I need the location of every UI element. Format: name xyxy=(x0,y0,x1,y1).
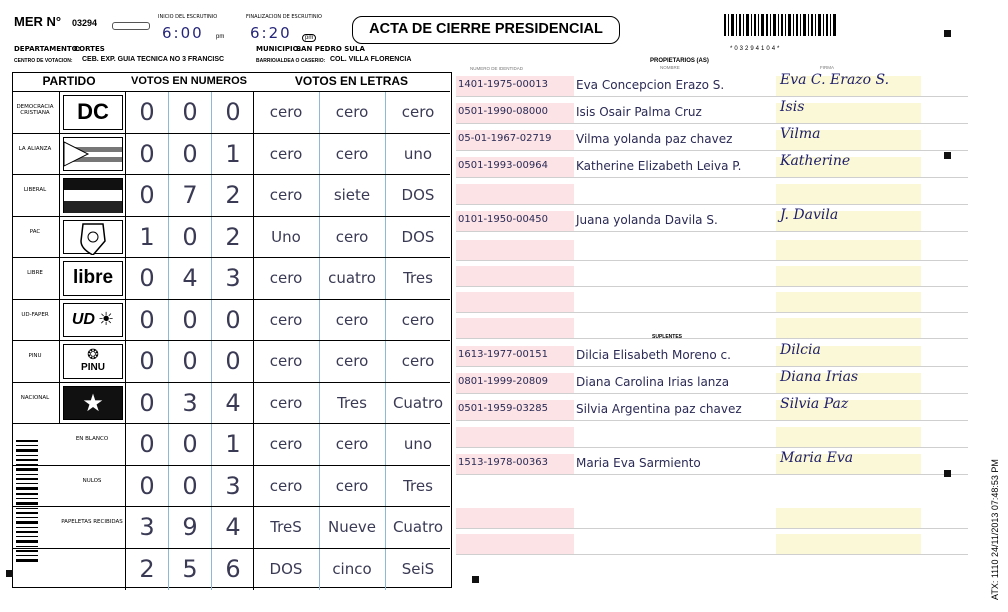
member-signature: Diana Irias xyxy=(780,369,859,385)
party-row xyxy=(13,216,450,259)
vote-digit: 1 xyxy=(139,222,155,251)
member-id: 0501-1993-00964 xyxy=(458,160,548,171)
barcode xyxy=(724,14,844,42)
party-row xyxy=(13,174,450,217)
summary-row xyxy=(13,423,450,466)
logo-text: UD xyxy=(71,310,95,328)
barcode-text: *03294104* xyxy=(730,46,782,52)
pinu-emblem-icon: ❂ xyxy=(87,346,99,362)
vote-word: Cuatro xyxy=(392,393,444,412)
vote-digit: 4 xyxy=(225,513,241,541)
empty-member-row xyxy=(456,318,956,338)
col-header-numeros: VOTOS EN NUMEROS xyxy=(131,75,247,87)
vote-digit: 6 xyxy=(225,554,241,583)
vote-digit: 0 xyxy=(139,471,155,500)
vote-digit: 3 xyxy=(225,264,241,292)
vote-digit: 0 xyxy=(182,430,198,458)
member-signature: Maria Eva xyxy=(780,450,854,466)
member-signature: J. Davila xyxy=(780,207,839,223)
vote-word: cero xyxy=(269,435,303,453)
vote-word: cero xyxy=(269,310,303,329)
party-logo xyxy=(63,95,123,130)
vote-digit: 1 xyxy=(225,430,241,458)
member-name: Eva Concepcion Erazo S. xyxy=(576,78,725,92)
vote-digit: 0 xyxy=(225,305,241,334)
vote-word: cero xyxy=(401,310,435,329)
vote-word: cero xyxy=(269,144,303,163)
inicio-label: INICIO DEL ESCRUTINIO xyxy=(158,14,218,20)
final-ampm: pm xyxy=(302,34,316,42)
member-signature: Silvia Paz xyxy=(780,396,849,412)
final-label: FINALIZACION DE ESCRUTINIO xyxy=(246,14,322,20)
vote-digit: 2 xyxy=(225,181,241,209)
party-row xyxy=(13,299,450,342)
centro-value: CEB. EXP. GUIA TECNICA NO 3 FRANCISC xyxy=(82,56,225,63)
vote-word: cero xyxy=(335,352,369,370)
member-name: Dilcia Elisabeth Moreno c. xyxy=(576,348,731,362)
logo-text: PINU xyxy=(81,362,105,373)
cne-logo xyxy=(112,22,150,30)
row-label: DEMOCRACIA CRISTIANA xyxy=(16,104,54,116)
vote-word: siete xyxy=(333,186,371,204)
vote-digit: 0 xyxy=(139,139,155,168)
vote-word: cero xyxy=(269,393,303,412)
party-row xyxy=(13,340,450,383)
vote-word: cero xyxy=(335,227,369,246)
vote-word: Uno xyxy=(271,227,301,246)
row-label: UD-FAPER xyxy=(21,311,49,318)
vote-digit: 0 xyxy=(182,305,198,334)
row-label: LIBERAL xyxy=(23,187,47,193)
pac-shield-icon xyxy=(64,221,122,255)
vote-word: uno xyxy=(403,144,433,163)
member-name: Silvia Argentina paz chavez xyxy=(576,402,742,416)
member-row xyxy=(456,450,956,474)
party-logo xyxy=(63,137,123,172)
member-signature: Isis xyxy=(780,99,805,115)
party-row xyxy=(13,133,450,176)
member-id: 1513-1978-00363 xyxy=(458,457,548,468)
vote-word: DOS xyxy=(269,559,303,578)
vote-word: cero xyxy=(335,103,369,121)
member-name: Juana yolanda Davila S. xyxy=(576,213,718,227)
centro-label: CENTRO DE VOTACION: xyxy=(14,58,73,64)
party-row xyxy=(13,91,450,134)
col-header-partido: PARTIDO xyxy=(42,74,96,88)
logo-text: DC xyxy=(77,99,109,124)
vote-digit: 0 xyxy=(182,471,198,500)
final-time: 6:20 xyxy=(250,24,292,42)
party-logo xyxy=(63,386,123,421)
barrio-value: COL. VILLA FLORENCIA xyxy=(330,56,412,63)
vote-word: cero xyxy=(269,269,303,287)
member-id: 05-01-1967-02719 xyxy=(458,133,552,144)
registration-mark xyxy=(944,30,951,37)
vote-word: Tres xyxy=(337,393,367,412)
registration-mark xyxy=(6,570,13,577)
vote-digit: 0 xyxy=(139,98,155,126)
member-row xyxy=(456,396,956,420)
col-header-letras: VOTOS EN LETRAS xyxy=(294,74,409,88)
vote-word: Tres xyxy=(403,476,433,495)
vote-word: cero xyxy=(269,103,303,121)
member-signature: Vilma xyxy=(780,126,821,142)
vote-word: cero xyxy=(401,103,435,121)
vote-digit: 0 xyxy=(182,222,198,251)
member-id: 1401-1975-00013 xyxy=(458,79,548,90)
party-logo xyxy=(63,220,123,255)
member-id: 0501-1990-08000 xyxy=(458,106,548,117)
member-name: Maria Eva Sarmiento xyxy=(576,456,701,470)
member-name: Katherine Elizabeth Leiva P. xyxy=(576,159,742,173)
scan-timestamp: ATX: 1110 24/11/2013 07:48:53 PM xyxy=(990,459,1000,600)
vote-word: TreS xyxy=(270,518,302,536)
vote-word: DOS xyxy=(401,227,435,246)
logo-text: libre xyxy=(72,267,114,288)
row-label: NULOS xyxy=(82,477,102,484)
vote-word: uno xyxy=(403,435,433,453)
member-id: 1613-1977-00151 xyxy=(458,349,548,360)
member-row xyxy=(456,184,956,204)
vote-digit: 3 xyxy=(225,471,241,500)
suplentes-title: SUPLENTES xyxy=(652,334,683,340)
col-header-nombre: NOMBRE xyxy=(660,65,680,70)
vote-digit: 3 xyxy=(182,388,198,417)
member-id: 0501-1959-03285 xyxy=(458,403,548,414)
vote-digit: 7 xyxy=(182,181,198,209)
empty-member-row xyxy=(456,508,956,528)
vote-digit: 1 xyxy=(225,139,241,168)
member-row xyxy=(456,153,956,177)
row-label: PAC xyxy=(29,228,41,235)
summary-row xyxy=(13,465,450,508)
vote-word: DOS xyxy=(401,186,435,204)
col-header-propietarios: PROPIETARIOS (AS) xyxy=(650,58,709,64)
vote-word: cero xyxy=(401,352,435,370)
member-row xyxy=(456,369,956,393)
row-label: PINU xyxy=(28,353,42,359)
party-logo xyxy=(63,344,123,379)
registration-mark xyxy=(944,152,951,159)
alianza-flag-icon xyxy=(64,138,122,170)
votes-table xyxy=(12,72,452,588)
liberal-flag-icon xyxy=(64,179,122,213)
party-logo xyxy=(63,178,123,213)
vote-word: cero xyxy=(269,476,303,495)
member-name: Diana Carolina Irias lanza xyxy=(576,375,730,389)
registration-mark xyxy=(944,470,951,477)
vote-word: cero xyxy=(335,476,369,495)
mer-number: 03294 xyxy=(72,18,98,28)
municipio-value: SAN PEDRO SULA xyxy=(296,45,365,53)
party-logo xyxy=(63,261,123,296)
star-icon: ★ xyxy=(82,389,104,417)
member-signature: Eva C. Erazo S. xyxy=(780,72,890,88)
vote-digit: 0 xyxy=(225,347,241,375)
member-name: Isis Osair Palma Cruz xyxy=(576,105,702,119)
vote-digit: 4 xyxy=(182,264,198,292)
row-label: LA ALIANZA xyxy=(18,145,52,152)
member-row xyxy=(456,72,956,96)
vote-word: Cuatro xyxy=(392,518,444,536)
vote-digit: 3 xyxy=(139,513,155,541)
member-row xyxy=(456,207,956,231)
barrio-label: BARRIO/ALDEA O CASERIO: xyxy=(256,58,326,64)
vote-digit: 0 xyxy=(182,139,198,168)
vote-digit: 0 xyxy=(139,347,155,375)
vote-word: Nueve xyxy=(327,518,377,536)
vote-digit: 0 xyxy=(139,305,155,334)
document-title: ACTA DE CIERRE PRESIDENCIAL xyxy=(352,16,620,44)
row-label: PAPELETAS RECIBIDAS xyxy=(61,519,123,525)
member-row xyxy=(456,126,956,150)
vote-digit: 0 xyxy=(225,98,241,126)
sun-icon: ☀ xyxy=(97,309,115,330)
vote-digit: 2 xyxy=(139,554,155,583)
registration-mark xyxy=(472,576,479,583)
member-name: Vilma yolanda paz chavez xyxy=(576,132,733,146)
vote-digit: 2 xyxy=(225,222,241,251)
side-barcode xyxy=(16,440,48,570)
row-label: NACIONAL xyxy=(20,394,50,401)
member-row xyxy=(456,427,956,447)
departamento-label: DEPARTAMENTO: xyxy=(14,45,81,53)
row-label: LIBRE xyxy=(27,270,43,276)
departamento-value: CORTES xyxy=(74,45,105,53)
inicio-time: 6:00 xyxy=(162,24,204,42)
col-header-id: NUMERO DE IDENTIDAD xyxy=(470,66,524,71)
vote-word: cero xyxy=(269,352,303,370)
empty-member-row xyxy=(456,240,956,260)
vote-digit: 5 xyxy=(182,554,198,583)
col-header-firma: FIRMA xyxy=(820,65,834,70)
party-row xyxy=(13,257,450,300)
vote-word: cero xyxy=(269,186,303,204)
member-signature: Katherine xyxy=(780,153,851,169)
member-signature: Dilcia xyxy=(780,342,821,358)
member-row xyxy=(456,99,956,123)
party-logo xyxy=(63,303,123,338)
vote-digit: 0 xyxy=(182,347,198,375)
vote-digit: 0 xyxy=(139,388,155,417)
vote-word: cero xyxy=(335,310,369,329)
summary-row xyxy=(13,548,450,591)
municipio-label: MUNICIPIO: xyxy=(256,45,302,53)
vote-word: cinco xyxy=(332,559,372,578)
vote-word: cuatro xyxy=(328,269,376,287)
empty-member-row xyxy=(456,266,956,286)
empty-member-row xyxy=(456,534,956,554)
summary-row xyxy=(13,506,450,549)
vote-digit: 0 xyxy=(139,430,155,458)
row-label: EN BLANCO xyxy=(75,436,109,442)
vote-digit: 0 xyxy=(182,98,198,126)
member-id: 0101-1950-00450 xyxy=(458,214,548,225)
member-row xyxy=(456,342,956,366)
vote-digit: 0 xyxy=(139,264,155,292)
empty-member-row xyxy=(456,292,956,312)
vote-word: cero xyxy=(335,144,369,163)
inicio-ampm: pm xyxy=(216,34,225,40)
member-id: 0801-1999-20809 xyxy=(458,376,548,387)
mer-label: MER N° xyxy=(14,14,62,29)
vote-digit: 4 xyxy=(225,388,241,417)
vote-digit: 0 xyxy=(139,181,155,209)
vote-word: cero xyxy=(335,435,369,453)
vote-word: Tres xyxy=(403,269,433,287)
vote-digit: 9 xyxy=(182,513,198,541)
party-row xyxy=(13,382,450,425)
vote-word: SeiS xyxy=(401,559,435,578)
